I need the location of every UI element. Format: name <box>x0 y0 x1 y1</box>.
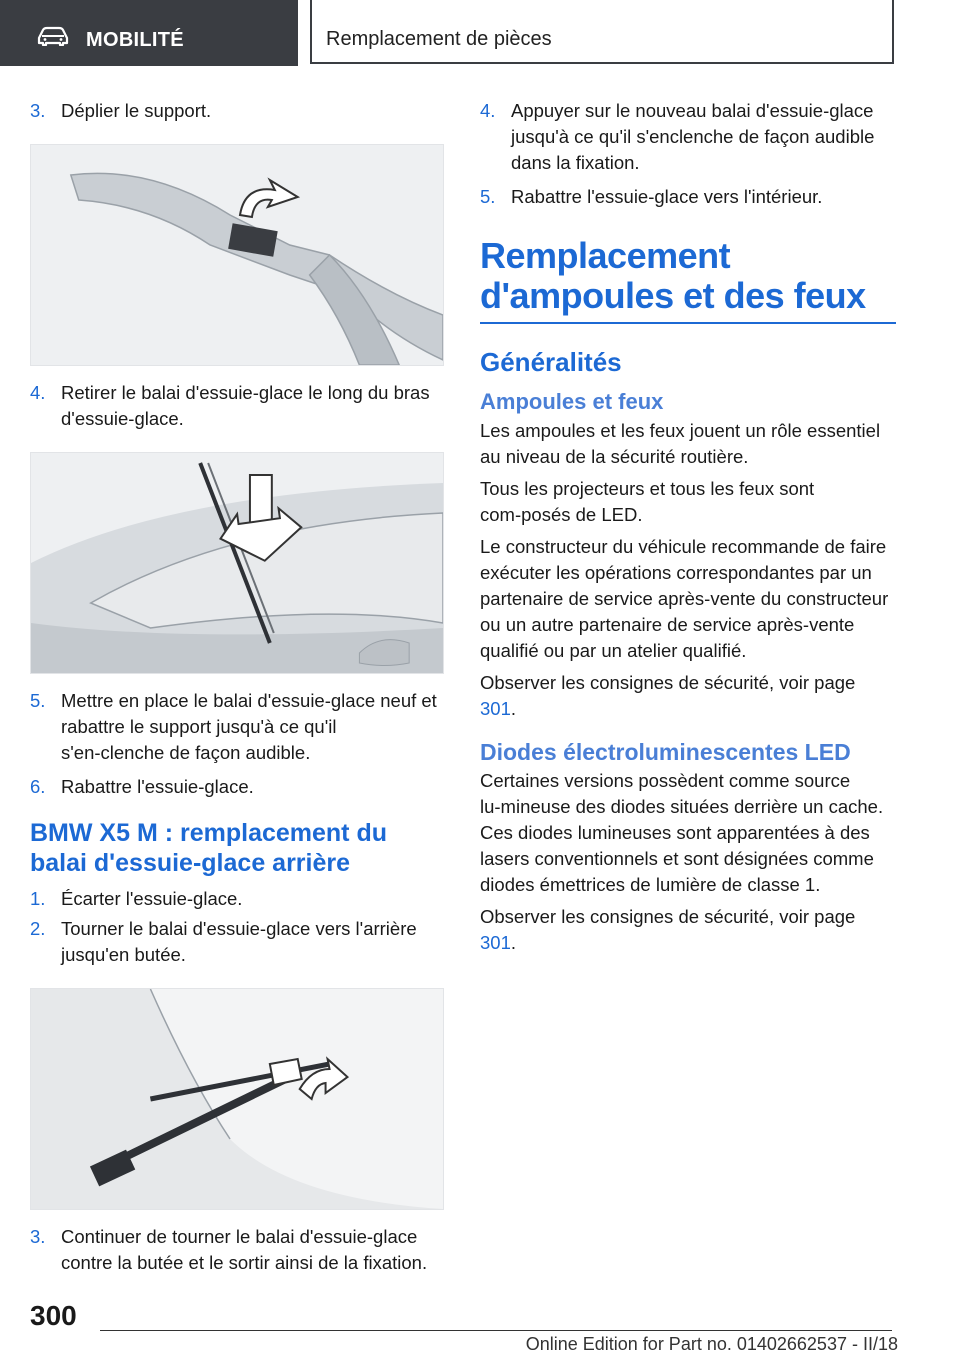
windshield-svg <box>31 453 443 673</box>
bulbs-chapter-heading: Remplacement d'ampoules et des feux <box>480 235 866 316</box>
step-number: 4. <box>30 382 46 403</box>
step-text: Écarter l'essuie‑glace. <box>61 888 243 909</box>
step-text: Appuyer sur le nouveau balai d'essuie‑glace jusqu'à ce qu'il s'enclenche de façon audible dans la fixation. <box>511 100 875 173</box>
bulbs-subheading: Ampoules et feux <box>480 389 664 414</box>
step-number: 5. <box>30 690 46 711</box>
step-text: Rabattre l'essuie‑glace. <box>61 776 254 797</box>
step-text: Tourner le balai d'essuie‑glace vers l'arrière jusqu'en butée. <box>61 918 417 965</box>
right-column <box>480 98 896 956</box>
wiper-support-illustration <box>30 144 444 366</box>
step-4-press <box>480 98 896 176</box>
step-number: 6. <box>30 776 46 797</box>
reference-punct: . <box>510 698 517 719</box>
led-subheading: Diodes électroluminescentes LED <box>480 739 851 765</box>
step-5-install <box>30 688 444 766</box>
section-label: MOBILITÉ <box>86 29 184 51</box>
section-tab <box>0 0 298 66</box>
chapter-title: Remplacement de pièces <box>326 28 552 50</box>
page-link[interactable]: 301 <box>480 698 511 719</box>
safety-reference <box>480 904 896 956</box>
rear-wiper-heading: BMW X5 M : remplacement du balai d'essuie‑glace arrière <box>30 819 387 877</box>
step-text: Rabattre l'essuie‑glace vers l'intérieur. <box>511 186 823 207</box>
reference-text: Observer les consignes de sécurité, voir page <box>480 672 856 693</box>
step-number: 5. <box>480 186 496 207</box>
rear-step-3 <box>30 1224 444 1276</box>
step-number: 4. <box>480 100 496 121</box>
safety-reference <box>480 670 896 722</box>
left-column <box>30 98 444 1276</box>
reference-punct: . <box>510 932 517 953</box>
step-text: Retirer le balai d'essuie‑glace le long du bras d'essuie‑glace. <box>61 382 430 429</box>
step-4-remove <box>30 380 444 432</box>
page-number: 300 <box>30 1300 77 1331</box>
rear-wiper-illustration <box>30 988 444 1210</box>
general-heading: Généralités <box>480 347 622 377</box>
step-number: 1. <box>30 888 46 909</box>
step-3-unfold <box>30 98 444 124</box>
rear-step-2 <box>30 916 444 968</box>
step-5-fold-in <box>480 184 896 210</box>
wiper-arm-svg <box>31 145 443 365</box>
rear-wiper-svg <box>31 989 443 1209</box>
step-6-fold <box>30 774 444 800</box>
windshield-wiper-illustration <box>30 452 444 674</box>
step-text: Continuer de tourner le balai d'essuie‑glace contre la butée et le sortir ainsi de la fixation. <box>61 1226 428 1273</box>
paragraph: Le constructeur du véhicule recommande de faire exécuter les opérations correspondantes par un partenaire de service après‑vente du constructeur ou un autre partenaire de service après‑vente qualifié ou par un atelier qualifié. <box>480 536 889 661</box>
step-number: 3. <box>30 1226 46 1247</box>
paragraph: Les ampoules et les feux jouent un rôle essentiel au niveau de la sécurité routière. <box>480 420 881 467</box>
car-icon <box>36 26 70 46</box>
page-link[interactable]: 301 <box>480 932 511 953</box>
rear-step-1 <box>30 886 444 912</box>
chapter-header <box>310 0 894 64</box>
step-text: Mettre en place le balai d'essuie‑glace neuf et rabattre le support jusqu'à ce qu'il s'en‑clenche de façon audible. <box>61 690 437 763</box>
heading-rule <box>480 322 896 324</box>
footer-rule <box>100 1330 892 1331</box>
step-number: 3. <box>30 100 46 121</box>
edition-footer: Online Edition for Part no. 01402662537 - II/18 <box>525 1334 898 1354</box>
step-text: Déplier le support. <box>61 100 212 121</box>
paragraph: Certaines versions possèdent comme source lu‑mineuse des diodes situées derrière un cache. Ces diodes lumineuses sont apparentées à des lasers conventionnels et sont désignées comme diodes émettrices de lumière de classe 1. <box>480 770 884 895</box>
paragraph: Tous les projecteurs et tous les feux sont com‑posés de LED. <box>480 478 815 525</box>
reference-text: Observer les consignes de sécurité, voir page <box>480 906 856 927</box>
step-number: 2. <box>30 918 46 939</box>
